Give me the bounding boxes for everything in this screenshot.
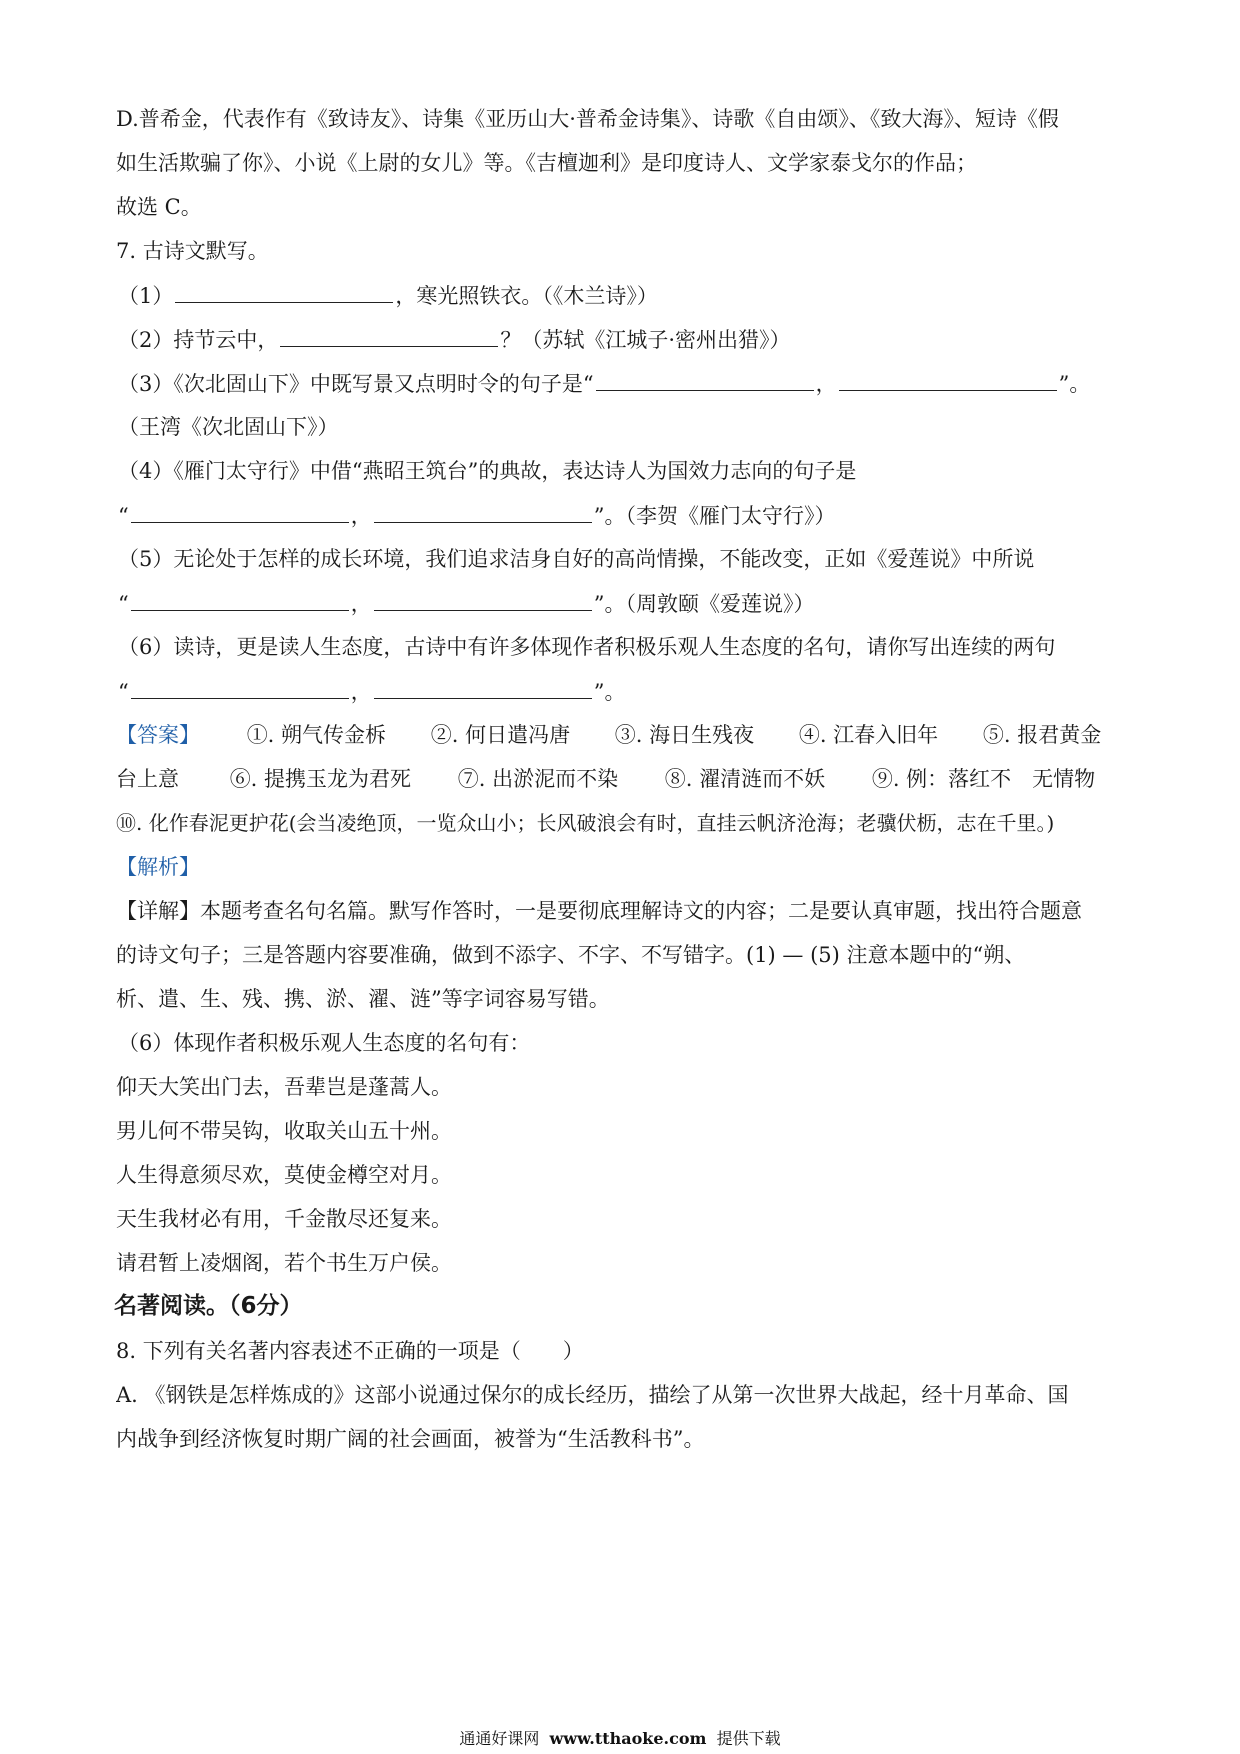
q7-3-close: ”。 xyxy=(1058,372,1091,396)
analysis-detail: 析、遣、生、残、携、淤、濯、涟”等字词容易写错。 xyxy=(116,987,610,1011)
question-7-5-blanks xyxy=(118,588,1128,619)
open-quote: “ xyxy=(118,592,129,616)
answer-blank[interactable] xyxy=(839,368,1057,391)
footer-suffix: 提供下载 xyxy=(716,1729,781,1748)
question-7-3-source: （王湾《次北固山下》） xyxy=(118,415,339,439)
question-7-6-blanks xyxy=(118,676,1128,707)
q7-3-comma: ， xyxy=(815,372,837,396)
answer-tag: 【答案】 xyxy=(116,723,200,747)
question-8-option-a: A. 《钢铁是怎样炼成的》这部小说通过保尔的成长经历，描绘了从第一次世界大战起，经十月革命、国 xyxy=(116,1383,1069,1407)
section-title: 名著阅读。（6分） xyxy=(114,1293,303,1319)
footer-url[interactable]: www.tthaoke.com xyxy=(549,1729,707,1748)
q7-1-text: ，寒光照铁衣。（《木兰诗》） xyxy=(395,284,658,308)
analysis-detail: （6）体现作者积极乐观人生态度的名句有： xyxy=(118,1031,531,1055)
text-line: 故选 C。 xyxy=(116,195,202,219)
q7-2-label: （2）持节云中， xyxy=(118,328,279,352)
open-quote: “ xyxy=(118,680,129,704)
poem-line: 天生我材必有用，千金散尽还复来。 xyxy=(116,1207,452,1231)
answer-row-2 xyxy=(116,764,1126,794)
answer-item: ⑧. 濯清涟而不妖 xyxy=(664,767,826,791)
answer-blank[interactable] xyxy=(175,280,393,303)
answer-item: ⑤. 报君黄金 xyxy=(982,723,1102,747)
answer-row-1 xyxy=(116,720,1126,750)
answer-blank[interactable] xyxy=(131,500,349,523)
analysis-tag: 【解析】 xyxy=(116,855,200,879)
question-8-option-a: 内战争到经济恢复时期广阔的社会画面，被誉为“生活教科书”。 xyxy=(116,1427,705,1451)
open-quote: “ xyxy=(118,504,129,528)
comma: ， xyxy=(350,504,372,528)
answer-blank[interactable] xyxy=(374,676,592,699)
answer-item: ⑥. 提携玉龙为君死 xyxy=(229,767,412,791)
question-7-1 xyxy=(118,280,1128,311)
comma: ， xyxy=(350,592,372,616)
answer-item: 台上意 xyxy=(116,767,179,791)
answer-blank[interactable] xyxy=(280,324,498,347)
analysis-detail: 【详解】本题考查名句名篇。默写作答时，一是要彻底理解诗文的内容；二是要认真审题，找出符合题意 xyxy=(116,899,1082,923)
answer-blank[interactable] xyxy=(374,500,592,523)
answer-blank[interactable] xyxy=(596,368,814,391)
text-line: 如生活欺骗了你》、小说《上尉的女儿》等。《吉檀迦利》是印度诗人、文学家泰戈尔的作品； xyxy=(116,151,977,175)
page-footer xyxy=(0,1728,1240,1750)
q7-3-label: （3）《次北固山下》中既写景又点明时令的句子是“ xyxy=(118,372,594,396)
answer-item: ④. 江春入旧年 xyxy=(798,723,939,747)
q7-5-source: ”。（周敦颐《爱莲说》） xyxy=(593,592,815,616)
answer-row-3: ⑩. 化作春泥更护花(会当凌绝顶，一览众山小；长风破浪会有时，直挂云帆济沧海；老骥伏枥，志在千里。) xyxy=(116,811,1055,835)
answer-item: ⑦. 出淤泥而不染 xyxy=(457,767,619,791)
comma: ， xyxy=(350,680,372,704)
poem-line: 仰天大笑出门去，吾辈岂是蓬蒿人。 xyxy=(116,1075,452,1099)
question-7-3 xyxy=(118,368,1128,399)
question-7-4-blanks xyxy=(118,500,1128,531)
poem-line: 请君暂上凌烟阁，若个书生万户侯。 xyxy=(116,1251,452,1275)
answer-blank[interactable] xyxy=(131,676,349,699)
q7-1-label: （1） xyxy=(118,284,174,308)
question-8-stem: 8. 下列有关名著内容表述不正确的一项是（ ） xyxy=(116,1339,584,1363)
question-7-5: （5）无论处于怎样的成长环境，我们追求洁身自好的高尚情操，不能改变，正如《爱莲说》中所说 xyxy=(118,547,1035,571)
question-7-2 xyxy=(118,324,1128,355)
close-quote: ”。 xyxy=(593,680,626,704)
poem-line: 人生得意须尽欢，莫使金樽空对月。 xyxy=(116,1163,452,1187)
analysis-detail: 的诗文句子；三是答题内容要准确，做到不添字、不字、不写错字。(1) — (5) 注意本题中的“朔、 xyxy=(116,943,1026,967)
q7-2-text: ？（苏轼《江城子·密州出猎》） xyxy=(500,328,791,352)
answer-item: ①. 朔气传金柝 xyxy=(246,723,387,747)
answer-item: ⑨. 例：落红不 无情物 xyxy=(871,767,1096,791)
footer-site: 通通好课网 xyxy=(459,1729,540,1748)
poem-line: 男儿何不带吴钩，收取关山五十州。 xyxy=(116,1119,452,1143)
question-7-title: 7. 古诗文默写。 xyxy=(116,239,269,263)
answer-blank[interactable] xyxy=(374,588,592,611)
question-7-4: （4）《雁门太守行》中借“燕昭王筑台”的典故，表达诗人为国效力志向的句子是 xyxy=(118,459,857,483)
answer-blank[interactable] xyxy=(131,588,349,611)
answer-item: ②. 何日遣冯唐 xyxy=(430,723,571,747)
text-line: D.普希金，代表作有《致诗友》、诗集《亚历山大·普希金诗集》、诗歌《自由颂》、《致大海》、短诗《假 xyxy=(116,107,1059,131)
question-7-6: （6）读诗，更是读人生态度，古诗中有许多体现作者积极乐观人生态度的名句，请你写出连续的两句 xyxy=(118,635,1056,659)
q7-4-source: ”。（李贺《雁门太守行》） xyxy=(593,504,836,528)
answer-item: ③. 海日生残夜 xyxy=(614,723,755,747)
